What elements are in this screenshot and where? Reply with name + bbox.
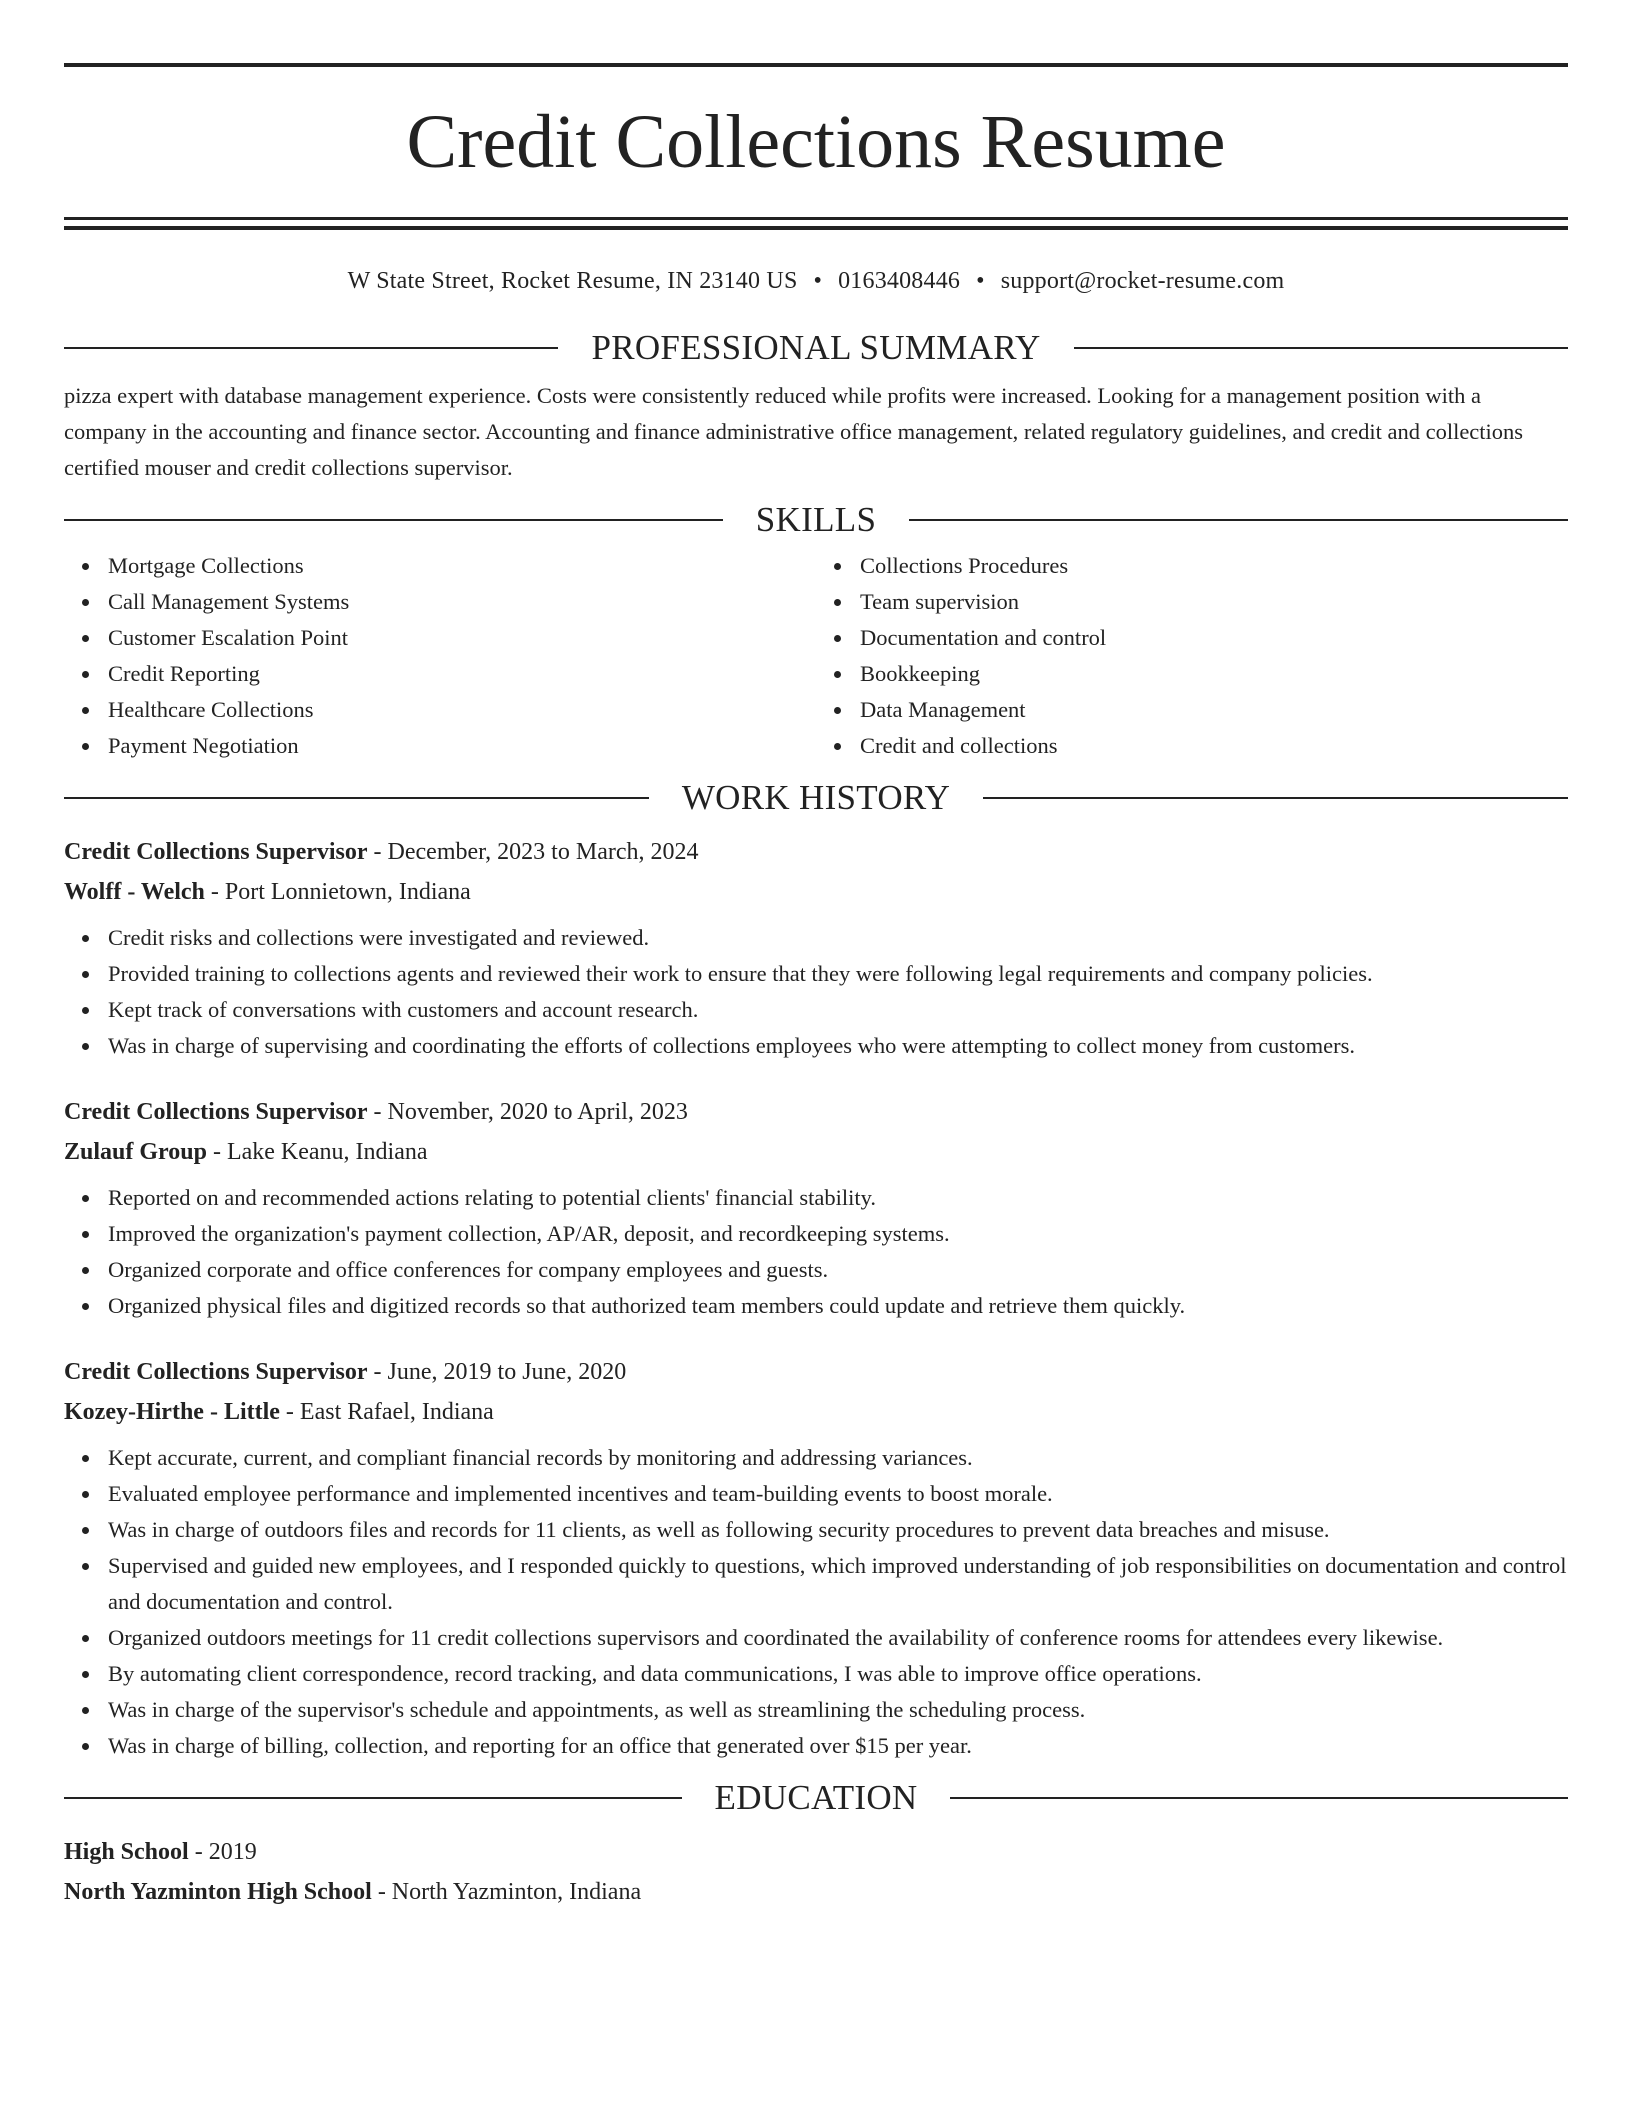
section-title: EDUCATION [714, 1778, 918, 1817]
page-title: Credit Collections Resume [406, 100, 1226, 184]
section-title: WORK HISTORY [681, 778, 951, 817]
job-bullet: Was in charge of supervising and coordinating the efforts of collections employees who were attempting to collect money from customers. [108, 1028, 1568, 1064]
job-bullets [64, 1440, 1568, 1764]
job-bullets [64, 1180, 1568, 1324]
job-dates: - December, 2023 to March, 2024 [367, 839, 699, 865]
contact-email: support@rocket-resume.com [1000, 268, 1285, 294]
education-degree: High School [64, 1839, 189, 1865]
skills-column-left [64, 548, 816, 764]
contact-phone: 0163408446 [838, 268, 961, 294]
job-dates: - November, 2020 to April, 2023 [367, 1099, 688, 1125]
job-title: Credit Collections Supervisor [64, 1099, 368, 1125]
job-bullet: Was in charge of the supervisor's schedule and appointments, as well as streamlining the scheduling process. [108, 1692, 1568, 1728]
job-location: - Lake Keanu, Indiana [206, 1139, 428, 1165]
job-company: Kozey-Hirthe - Little [64, 1399, 280, 1425]
job-bullet: Kept accurate, current, and compliant financial records by monitoring and addressing variances. [108, 1440, 1568, 1476]
job-title: Credit Collections Supervisor [64, 839, 368, 865]
job-title-line [64, 832, 1568, 872]
education-entry [64, 1832, 1568, 1912]
section-heading-education [64, 1778, 1568, 1818]
skill-item: Credit Reporting [108, 656, 816, 692]
skill-item: Bookkeeping [860, 656, 1568, 692]
top-rule [64, 63, 1568, 67]
resume-page [64, 0, 1568, 1912]
job-bullet: Organized outdoors meetings for 11 credit collections supervisors and coordinated the availability of conference rooms for attendees every likewise. [108, 1620, 1568, 1656]
section-heading-skills [64, 500, 1568, 540]
skill-item: Collections Procedures [860, 548, 1568, 584]
skill-item: Call Management Systems [108, 584, 816, 620]
job-bullet: Supervised and guided new employees, and I responded quickly to questions, which improved understanding of job responsibilities on documentation and control and documentation and control. [108, 1548, 1568, 1620]
skill-item: Payment Negotiation [108, 728, 816, 764]
job-location: - East Rafael, Indiana [279, 1399, 494, 1425]
job-bullets [64, 920, 1568, 1064]
summary-text: pizza expert with database management experience. Costs were consistently reduced while profits were increased. Looking for a management position with a company in the accounting and finance sector. Accounting and finance administrative office management, related regulatory guidelines, and credit and collections certified mouser and credit collections supervisor. [64, 383, 1524, 480]
education-year: - 2019 [188, 1839, 257, 1865]
job-bullet: Was in charge of outdoors files and records for 11 clients, as well as following security procedures to prevent data breaches and misuse. [108, 1512, 1568, 1548]
skill-item: Customer Escalation Point [108, 620, 816, 656]
job-company-line [64, 1392, 1568, 1432]
section-title: PROFESSIONAL SUMMARY [591, 328, 1041, 367]
skill-item: Credit and collections [860, 728, 1568, 764]
job-company-line [64, 872, 1568, 912]
skill-item: Documentation and control [860, 620, 1568, 656]
job-company: Wolff - Welch [64, 879, 205, 905]
job-entry [64, 832, 1568, 1064]
skills-list [64, 548, 1568, 764]
job-bullet: Reported on and recommended actions relating to potential clients' financial stability. [108, 1180, 1568, 1216]
job-bullet: Organized physical files and digitized records so that authorized team members could update and retrieve them quickly. [108, 1288, 1568, 1324]
education-degree-line [64, 1832, 1568, 1872]
job-company-line [64, 1132, 1568, 1172]
job-bullet: Improved the organization's payment collection, AP/AR, deposit, and recordkeeping systems. [108, 1216, 1568, 1252]
contact-address: W State Street, Rocket Resume, IN 23140 US [347, 268, 798, 294]
job-bullet: Evaluated employee performance and implemented incentives and team-building events to boost morale. [108, 1476, 1568, 1512]
job-bullet: Kept track of conversations with customers and account research. [108, 992, 1568, 1028]
section-title: SKILLS [755, 500, 877, 539]
section-heading-summary [64, 328, 1568, 368]
contact-separator: • [813, 268, 823, 294]
skill-item: Healthcare Collections [108, 692, 816, 728]
contact-separator: • [976, 268, 985, 294]
job-title-line [64, 1092, 1568, 1132]
job-location: - Port Lonnietown, Indiana [204, 879, 471, 905]
job-bullet: Was in charge of billing, collection, and reporting for an office that generated over $15 per year. [108, 1728, 1568, 1764]
job-bullet: Organized corporate and office conferences for company employees and guests. [108, 1252, 1568, 1288]
skills-column-right [816, 548, 1568, 764]
job-bullet: Credit risks and collections were investigated and reviewed. [108, 920, 1568, 956]
job-dates: - June, 2019 to June, 2020 [367, 1359, 627, 1385]
section-heading-work [64, 778, 1568, 818]
skill-item: Team supervision [860, 584, 1568, 620]
job-bullet: Provided training to collections agents and reviewed their work to ensure that they were following legal requirements and company policies. [108, 956, 1568, 992]
education-location: - North Yazminton, Indiana [371, 1879, 642, 1905]
job-title-line [64, 1352, 1568, 1392]
job-company: Zulauf Group [64, 1139, 207, 1165]
job-entry [64, 1352, 1568, 1764]
education-school-line [64, 1872, 1568, 1912]
skill-item: Data Management [860, 692, 1568, 728]
education-school: North Yazminton High School [64, 1879, 372, 1905]
skill-item: Mortgage Collections [108, 548, 816, 584]
title-double-rule [64, 217, 1568, 230]
contact-line [64, 266, 1568, 296]
job-title: Credit Collections Supervisor [64, 1359, 368, 1385]
job-entry [64, 1092, 1568, 1324]
job-bullet: By automating client correspondence, record tracking, and data communications, I was able to improve office operations. [108, 1656, 1568, 1692]
